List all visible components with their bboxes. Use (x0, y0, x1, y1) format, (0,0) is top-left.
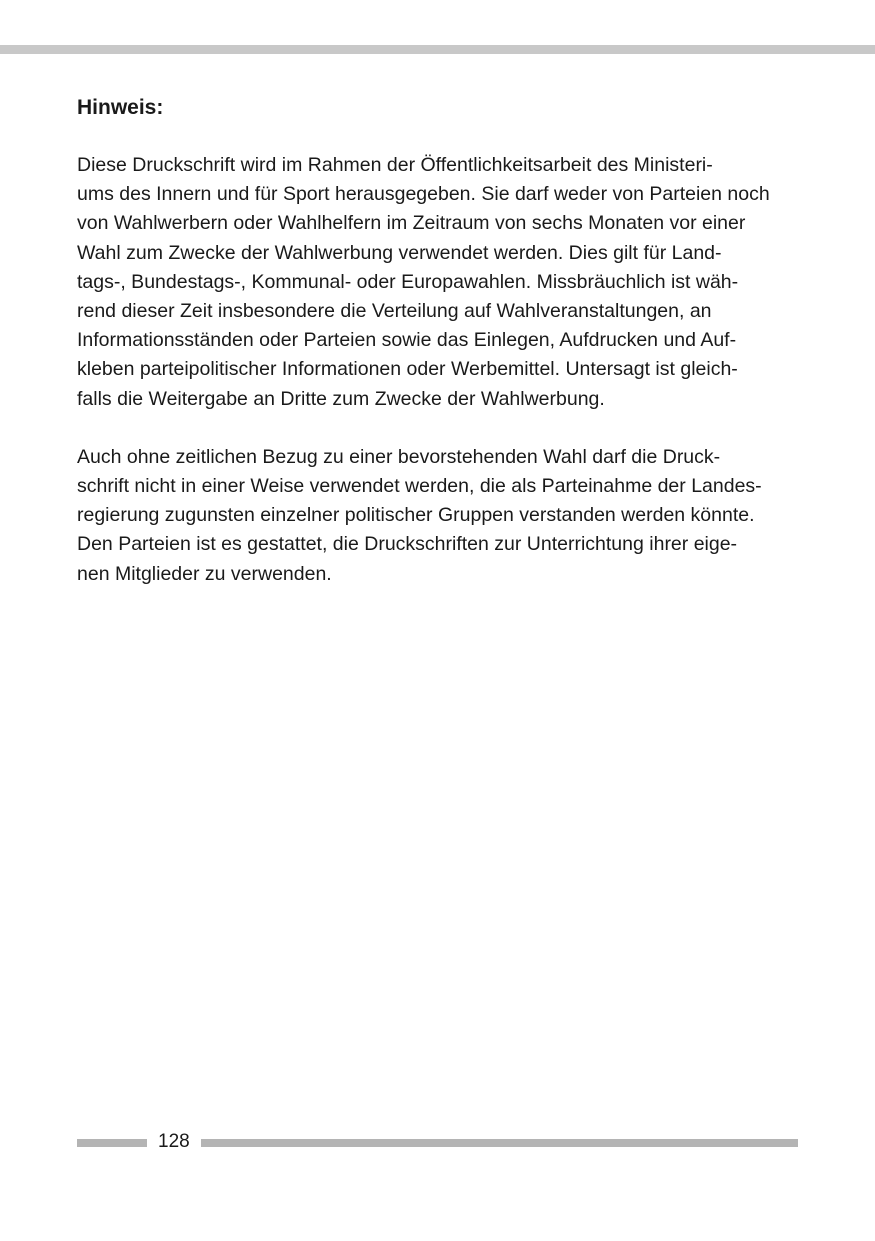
notice-heading: Hinweis: (77, 96, 164, 119)
paragraph-line: rend dieser Zeit insbesondere die Verteilung auf Wahlveranstaltungen, an (77, 300, 712, 323)
paragraph-line: tags-, Bundestags-, Kommunal- oder Europawahlen. Missbräuchlich ist wäh- (77, 270, 739, 293)
paragraph-line: nen Mitglieder zu verwenden. (77, 562, 332, 585)
footer-bar-left (77, 1139, 147, 1147)
paragraph-line: falls die Weitergabe an Dritte zum Zwecke der Wahlwerbung. (77, 387, 605, 410)
paragraph-line: Diese Druckschrift wird im Rahmen der Öffentlichkeitsarbeit des Ministeri- (77, 154, 713, 176)
page-number: 128 (158, 1131, 190, 1152)
paragraph-line: Auch ohne zeitlichen Bezug zu einer bevorstehenden Wahl darf die Druck- (77, 445, 721, 468)
page-footer (77, 1129, 798, 1155)
paragraph-line: ums des Innern und für Sport herausgegeben. Sie darf weder von Parteien noch (77, 183, 770, 206)
paragraph-line: schrift nicht in einer Weise verwendet werden, die als Parteinahme der Landes- (77, 475, 762, 498)
paragraph-line: Wahl zum Zwecke der Wahlwerbung verwendet werden. Dies gilt für Land- (77, 241, 722, 264)
paragraph-line: von Wahlwerbern oder Wahlhelfern im Zeitraum von sechs Monaten vor einer (77, 212, 746, 235)
paragraph-line: Den Parteien ist es gestattet, die Druckschriften zur Unterrichtung ihrer eige- (77, 533, 738, 556)
paragraph-1 (77, 151, 807, 414)
paragraph-line: Informationsständen oder Parteien sowie das Einlegen, Aufdrucken und Auf- (77, 329, 737, 352)
paragraph-line: regierung zugunsten einzelner politischer Gruppen verstanden werden könnte. (77, 504, 755, 527)
paragraph-line: kleben parteipolitischer Informationen oder Werbemittel. Untersagt ist gleich- (77, 358, 738, 381)
footer-bar-right (201, 1139, 798, 1147)
top-divider (0, 45, 875, 54)
paragraph-2 (77, 443, 807, 589)
notice-content (77, 94, 807, 589)
